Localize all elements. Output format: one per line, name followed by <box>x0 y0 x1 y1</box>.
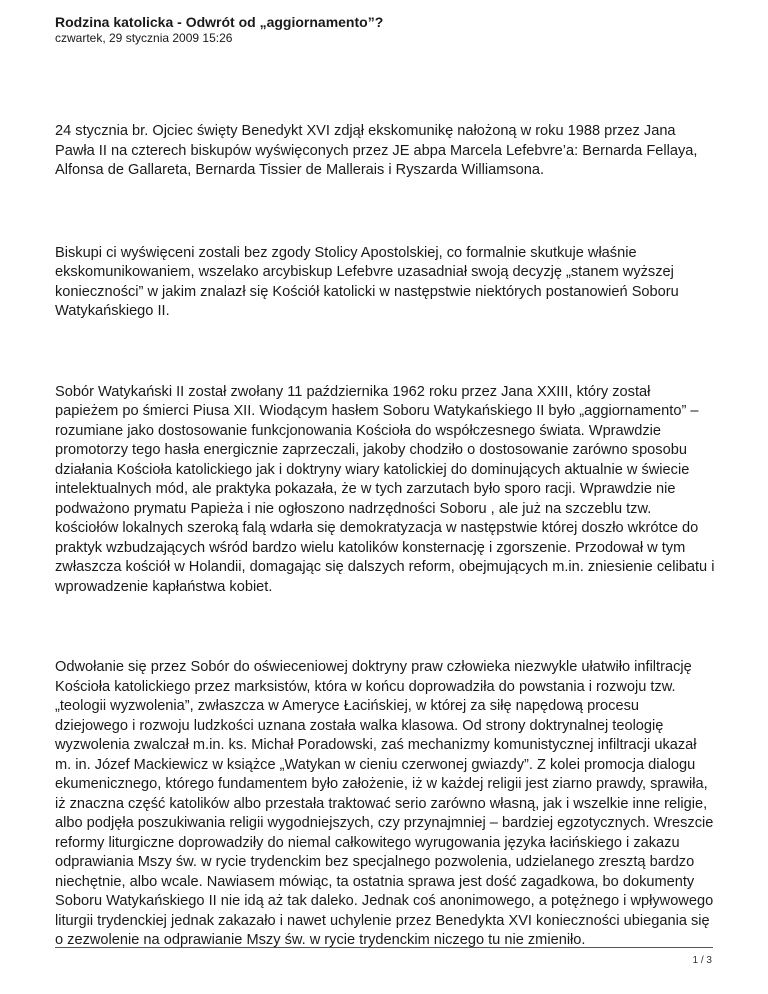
document-body <box>55 114 715 951</box>
document-header <box>55 14 383 45</box>
paragraph-4: Odwołanie się przez Sobór do oświeceniowej doktryny praw człowieka niezwykle ułatwiło infiltrację Kościoła katolickiego przez marksistów, która w końcu doprowadziła do powstania i rozwoju tzw. „teologii wyzwolenia”, zwłaszcza w Ameryce Łacińskiej, w której za siłę napędową procesu dziejowego i rozwoju ludzkości uznana została walka klasowa. Od strony doktrynalnej teologię wyzwolenia zwalczał m.in. ks. Michał Poradowski, zaś mechanizmy komunistycznej infiltracji ukazał m. in. Józef Mackiewicz w książce „Watykan w cieniu czerwonej gwiazdy”. Z kolei promocja dialogu ekumenicznego, którego fundamentem było założenie, iż w każdej religii jest ziarno prawdy, sprawiła, iż znaczna część katolików albo przestała traktować serio zarówno własną, jak i wszelkie inne religie, albo podjęła poszukiwania religii wygodniejszych, czy przynajmniej – bardziej egzotycznych. Wreszcie reformy liturgiczne doprowadziły do niemal całkowitego wyrugowania języka łacińskiego i zakazu odprawiania Mszy św. w rycie trydenckim bez specjalnego pozwolenia, udzielanego zresztą bardzo niechętnie, albo wcale. Nawiasem mówiąc, ta ostatnia sprawa jest dość zagadkowa, bo dokumenty Soboru Watykańskiego II nie idą aż tak daleko. Jednak coś anonimowego, a potężnego i wpływowego liturgii trydenckiej jednak zakazało i nawet uchylenie przez Benedykta XVI konieczności ubiegania się o zezwolenie na odprawianie Mszy św. w rycie trydenckim niczego tu nie zmieniło. <box>55 659 714 948</box>
paragraph-1: 24 stycznia br. Ojciec święty Benedykt XVI zdjął ekskomunikę nałożoną w roku 1988 przez Jana Pawła II na czterech biskupów wyświęconych przez JE abpa Marcela Lefebvre’a: Bernarda Fellaya, Alfonsa de Gallareta, Bernarda Tissier de Mallerais i Ryszarda Williamsona. <box>55 123 698 178</box>
document-date: czwartek, 29 stycznia 2009 15:26 <box>55 31 233 45</box>
paragraph-3: Sobór Watykański II został zwołany 11 października 1962 roku przez Jana XXIII, który został papieżem po śmierci Piusa XII. Wiodącym hasłem Soboru Watykańskiego II było „aggiornamento” – rozumiane jako dostosowanie funkcjonowania Kościoła do współczesnego świata. Wprawdzie promotorzy tego hasła energicznie zaprzeczali, jakoby chodziło o dostosowanie zarówno sposobu działania Kościoła katolickiego jak i doktryny wiary katolickiej do dominujących aktualnie w świecie intelektualnych mód, ale praktyka pokazała, że w tych zarzutach było sporo racji. Wprawdzie nie podważono prymatu Papieża i nie ogłoszono nadrzędności Soboru , ale już na szczeblu tzw. kościołów lokalnych szeroką falą wdarła się demokratyzacja w następstwie której doszło wkrótce do praktyk wzbudzających wśród bardzo wielu katolików konsternację i zgorszenie. Przodował w tym zwłaszcza kościół w Holandii, domagając się dalszych reform, obejmujących m.in. zniesienie celibatu i wprowadzenie kapłaństwa kobiet. <box>55 383 715 595</box>
footer-divider <box>55 947 713 948</box>
paragraph-2: Biskupi ci wyświęceni zostali bez zgody Stolicy Apostolskiej, co formalnie skutkuje właśnie ekskomunikowaniem, wszelako arcybiskup Lefebvre uzasadniał swoją decyzję „stanem wyższej konieczności” w jakim znalazł się Kościół katolicki w następstwie niektórych postanowień Soboru Watykańskiego II. <box>55 244 679 319</box>
page-number: 1 / 3 <box>692 955 712 966</box>
document-title: Rodzina katolicka - Odwrót od „aggiornamento”? <box>55 14 384 30</box>
